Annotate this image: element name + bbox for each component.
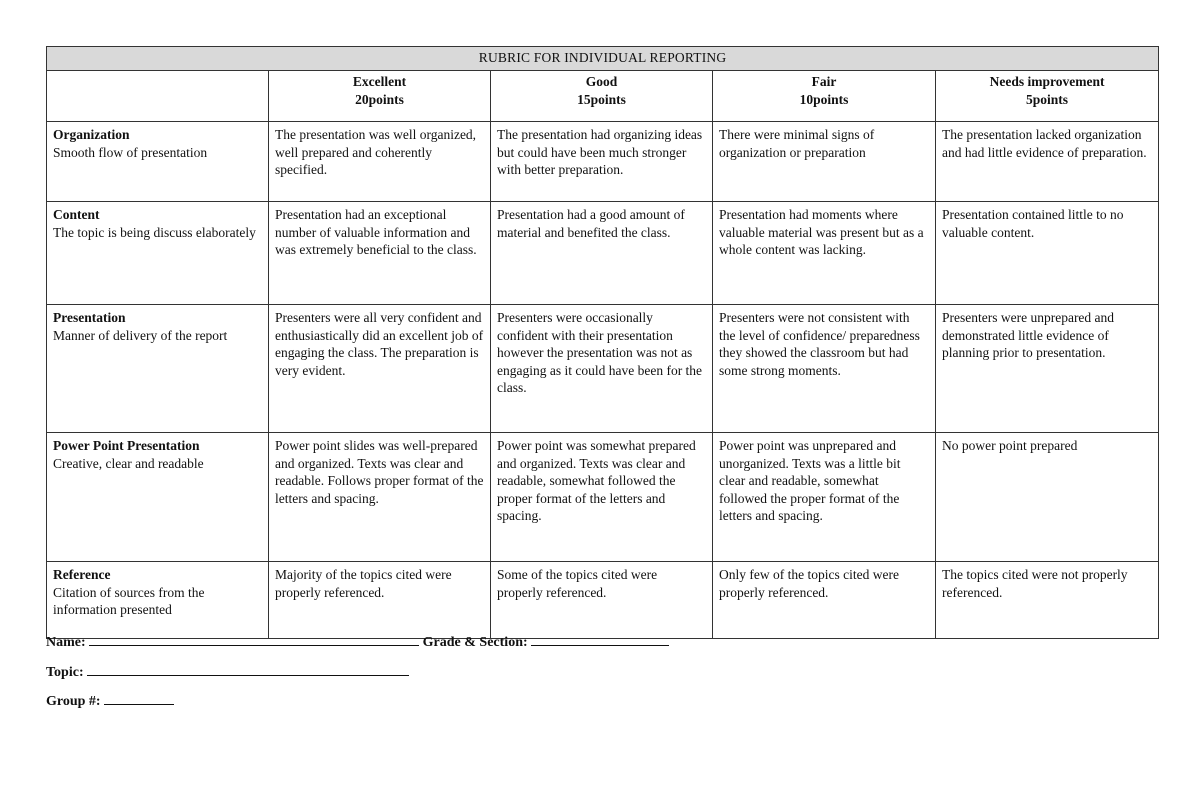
rubric-cell: There were minimal signs of organization or preparation	[713, 122, 936, 202]
criterion-cell	[47, 305, 269, 433]
rubric-cell: Power point was unprepared and unorganized. Texts was a little bit clear and readable, somewhat followed the proper format of the letters and spacing.	[713, 433, 936, 562]
rubric-cell: Presentation had moments where valuable material was present but as a whole content was lacking.	[713, 202, 936, 305]
rubric-cell: Only few of the topics cited were properly referenced.	[713, 562, 936, 639]
table-row	[47, 562, 1159, 639]
rubric-cell: Presenters were not consistent with the level of confidence/ preparedness they showed the classroom but had some strong moments.	[713, 305, 936, 433]
rubric-cell: Power point slides was well-prepared and organized. Texts was clear and readable. Follows proper format of the letters and spacing.	[269, 433, 491, 562]
rubric-cell: Presenters were all very confident and enthusiastically did an excellent job of engaging the class. The preparation is very evident.	[269, 305, 491, 433]
rubric-cell: The presentation had organizing ideas but could have been much stronger with better preparation.	[491, 122, 713, 202]
group-field[interactable]	[104, 692, 174, 705]
topic-field[interactable]	[87, 663, 409, 676]
rubric-cell: Presentation had an exceptional number of valuable information and was extremely beneficial to the class.	[269, 202, 491, 305]
criterion-description: Manner of delivery of the report	[53, 327, 228, 343]
column-header-excellent	[269, 71, 491, 122]
rubric-cell: The presentation lacked organization and had little evidence of preparation.	[936, 122, 1159, 202]
table-row	[47, 305, 1159, 433]
column-label: Fair	[811, 74, 837, 89]
criteria-header-cell	[47, 71, 269, 122]
column-label: Needs improvement	[989, 74, 1105, 89]
grade-section-field[interactable]	[531, 633, 669, 646]
criterion-name: Power Point Presentation	[53, 438, 200, 453]
table-title-row	[47, 47, 1159, 71]
group-line	[46, 692, 174, 710]
criterion-cell	[47, 202, 269, 305]
rubric-cell: Presenters were unprepared and demonstrated little evidence of planning prior to presentation.	[936, 305, 1159, 433]
table-header-row	[47, 71, 1159, 122]
column-points: 15points	[577, 91, 626, 107]
rubric-cell: The presentation was well organized, well prepared and coherently specified.	[269, 122, 491, 202]
rubric-cell: Majority of the topics cited were properly referenced.	[269, 562, 491, 639]
column-points: 20points	[355, 91, 404, 107]
column-header-fair	[713, 71, 936, 122]
criterion-cell	[47, 122, 269, 202]
table-row	[47, 122, 1159, 202]
criterion-name: Organization	[53, 127, 130, 142]
criterion-description: Smooth flow of presentation	[53, 144, 208, 160]
column-header-good	[491, 71, 713, 122]
criterion-description: The topic is being discuss elaborately	[53, 224, 256, 240]
criterion-name: Reference	[53, 567, 111, 582]
table-row	[47, 433, 1159, 562]
rubric-cell: No power point prepared	[936, 433, 1159, 562]
name-grade-line	[46, 633, 669, 651]
name-field[interactable]	[89, 633, 419, 646]
criterion-name: Content	[53, 207, 100, 222]
column-points: 5points	[1026, 91, 1069, 107]
criterion-name: Presentation	[53, 310, 126, 325]
column-points: 10points	[799, 91, 849, 107]
rubric-cell: Presenters were occasionally confident with their presentation however the presentation was not as engaging as it could have been for the class.	[491, 305, 713, 433]
group-label: Group #:	[46, 694, 101, 709]
grade-section-label: Grade & Section:	[422, 635, 528, 650]
table-title: RUBRIC FOR INDIVIDUAL REPORTING	[47, 47, 1159, 71]
topic-line	[46, 663, 409, 681]
rubric-cell: Presentation had a good amount of material and benefited the class.	[491, 202, 713, 305]
topic-label: Topic:	[46, 665, 84, 680]
criterion-description: Creative, clear and readable	[53, 455, 204, 471]
criterion-cell	[47, 433, 269, 562]
rubric-cell: Some of the topics cited were properly referenced.	[491, 562, 713, 639]
table-row	[47, 202, 1159, 305]
name-label: Name:	[46, 635, 86, 650]
criterion-description: Citation of sources from the information presented	[53, 584, 205, 617]
rubric-table	[46, 46, 1159, 639]
criterion-cell	[47, 562, 269, 639]
rubric-cell: Presentation contained little to no valuable content.	[936, 202, 1159, 305]
rubric-cell: The topics cited were not properly referenced.	[936, 562, 1159, 639]
column-label: Good	[585, 74, 618, 89]
column-header-needs-improvement	[936, 71, 1159, 122]
column-label: Excellent	[352, 74, 407, 89]
rubric-cell: Power point was somewhat prepared and organized. Texts was clear and readable, somewhat followed the proper format of the letters and spacing.	[491, 433, 713, 562]
